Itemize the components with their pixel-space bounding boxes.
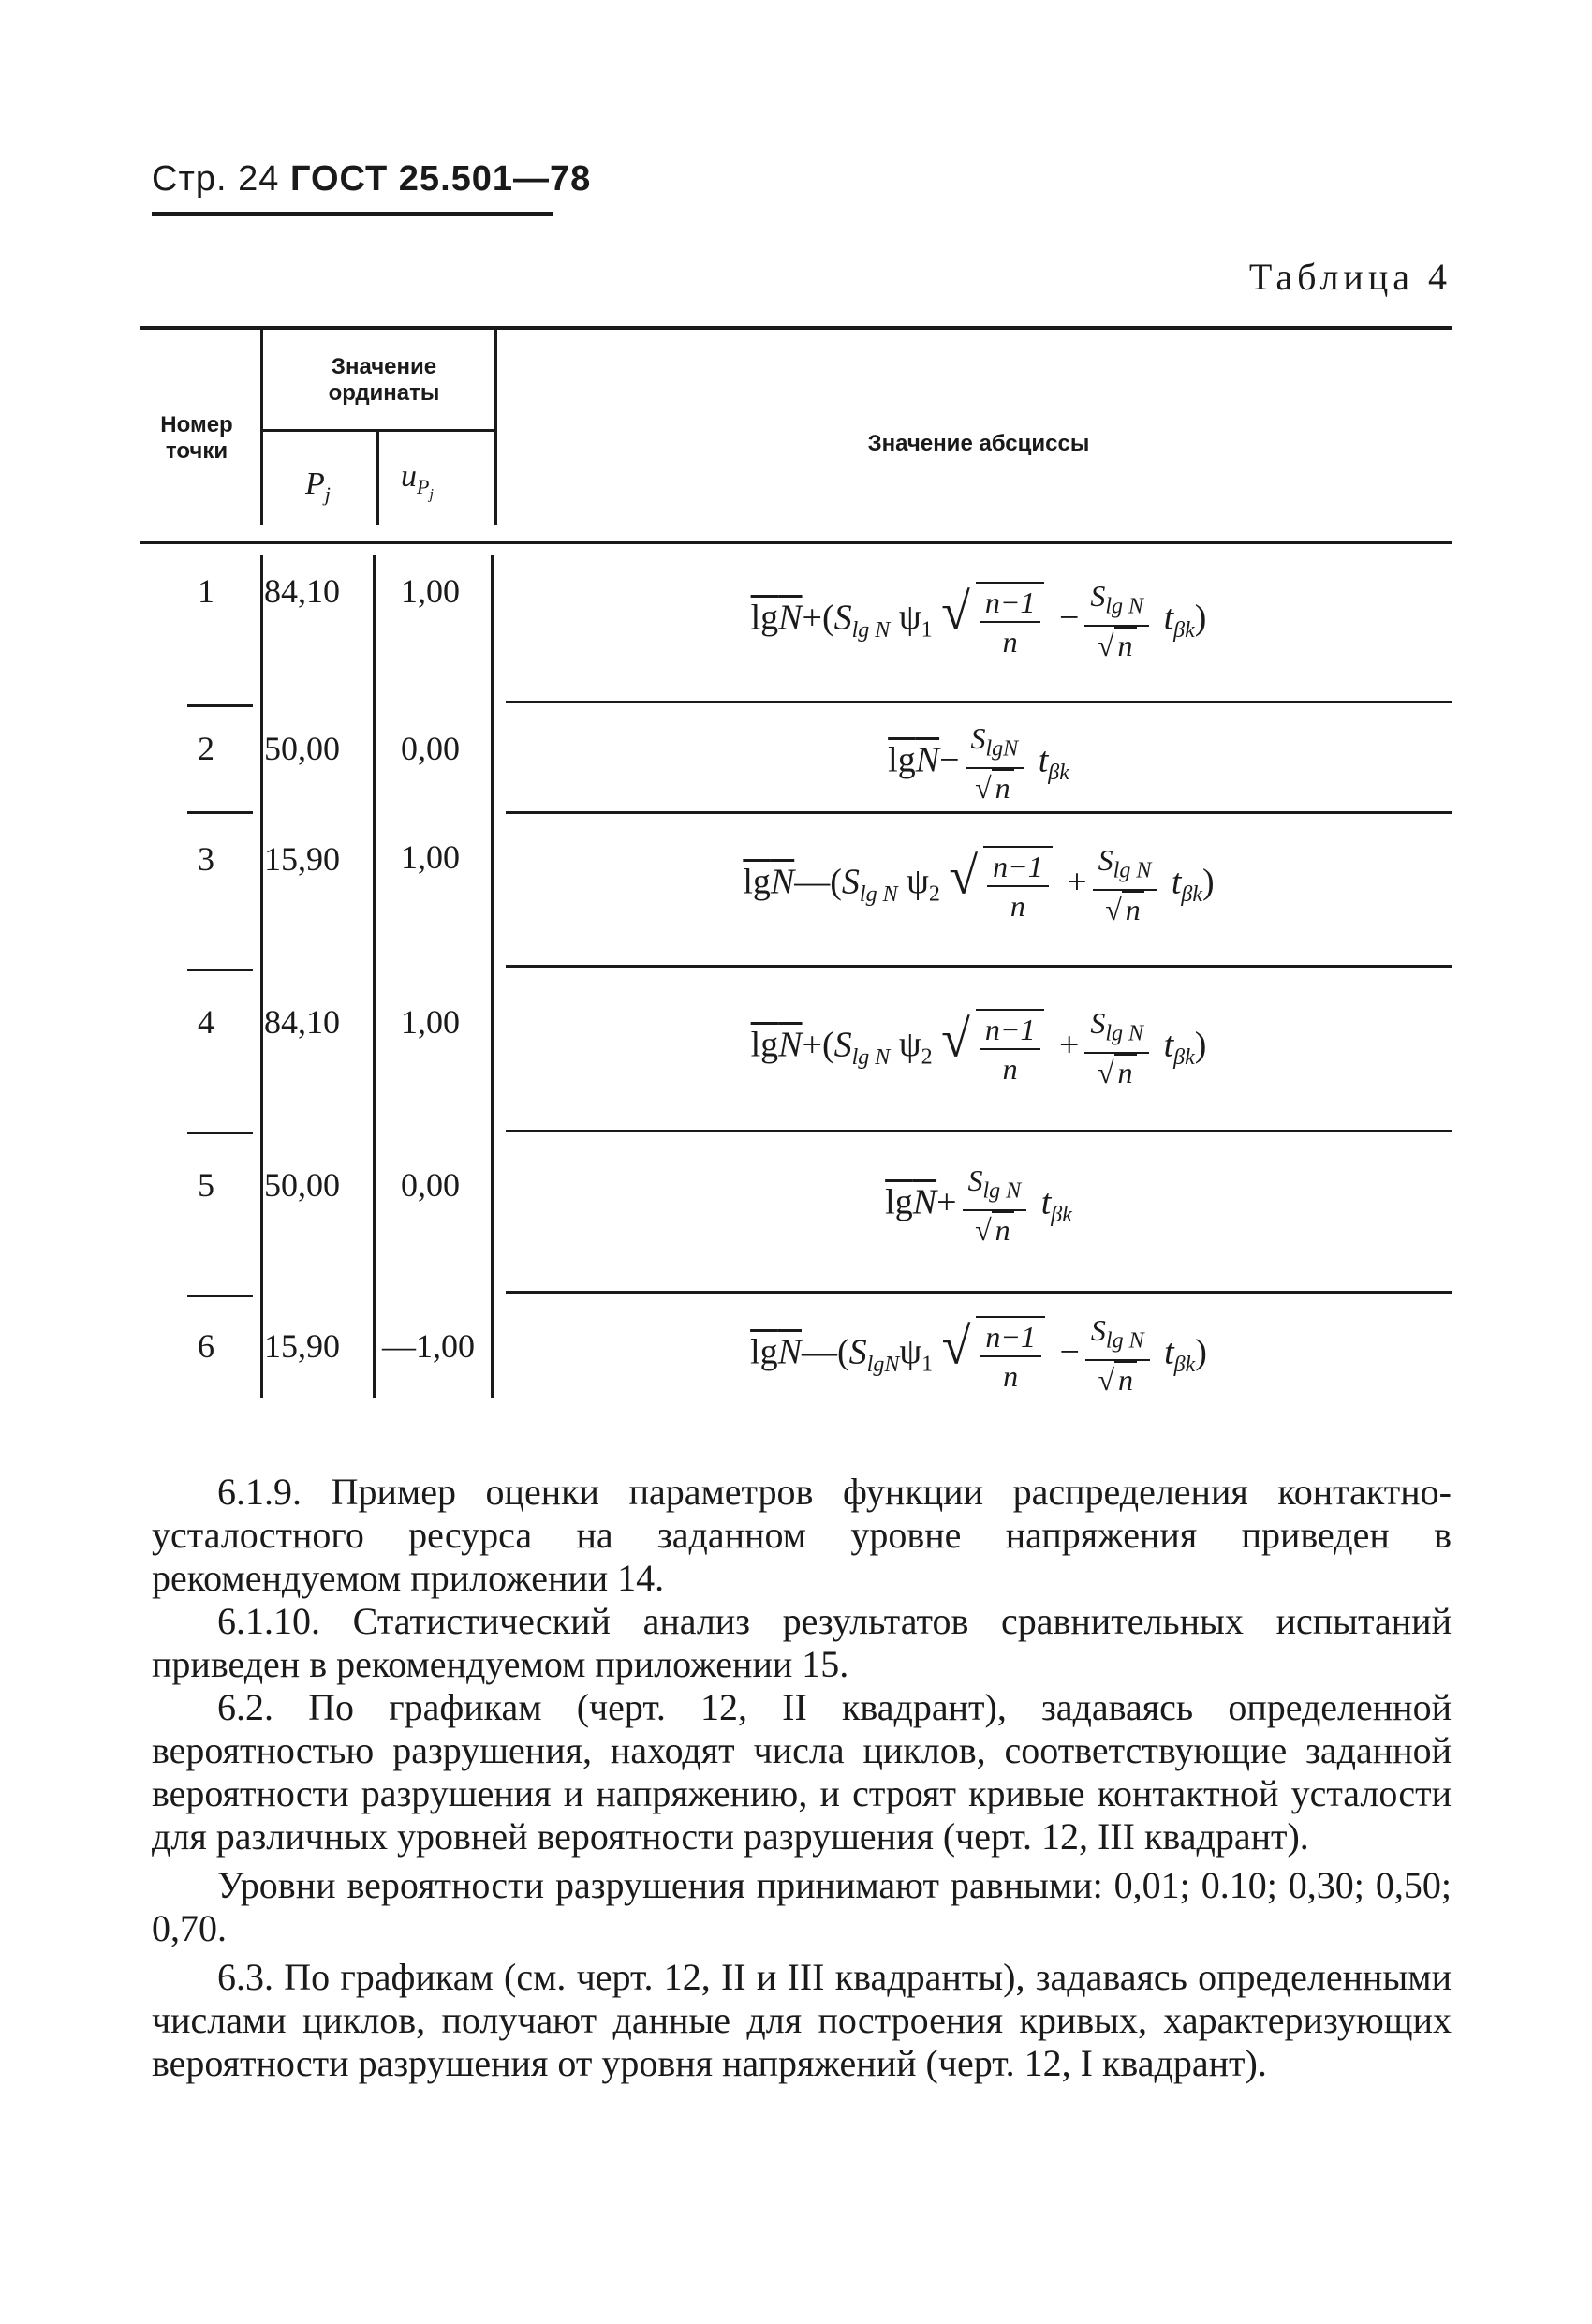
- col-divider-body-3: [491, 555, 494, 1398]
- page-header: [152, 159, 591, 200]
- row-5-formula: $\overline{lg}\overline{N}+$ $\frac{S_{lg N}}{√ n}$ $t_{\beta k}$: [885, 1163, 1072, 1248]
- standard-code: ГОСТ 25.501—78: [289, 159, 592, 199]
- row-3-p: 15,90: [264, 840, 340, 878]
- header-p-symbol: $P_j$: [305, 466, 331, 506]
- row-sep-3-number: [187, 969, 253, 971]
- row-4-p: 84,10: [264, 1003, 340, 1041]
- col-divider-1: [260, 326, 263, 525]
- col-divider-3: [494, 326, 497, 525]
- page-number: Стр. 24: [152, 159, 280, 199]
- row-6-u: —1,00: [382, 1327, 475, 1365]
- header-rule: [152, 212, 553, 216]
- row-3-formula: $\overline{lg}\overline{N}—(S_{lg N}$ $\psi_2$ √ $\frac{n-1}{n}$ + $\frac{S_{lg N}}{√ n}$ $t_{\beta k}$): [743, 843, 1215, 927]
- row-4-u: 1,00: [401, 1003, 460, 1041]
- row-2-u: 0,00: [401, 730, 460, 767]
- header-point-number: Номер точки: [160, 412, 233, 464]
- row-1-u: 1,00: [401, 572, 460, 610]
- paragraph-6-2: 6.2. По графикам (черт. 12, II квадрант), задаваясь определенной вероятностью разрушения, находят числа циклов, соответствующие заданной вероятности разрушения и напряжению, и строят кривые контактной усталости для различных уровней вероятности разрушения (черт. 12, III квадрант).: [152, 1686, 1452, 1858]
- data-table: [140, 326, 1452, 1403]
- row-2-p: 50,00: [264, 730, 340, 767]
- paragraph-6-1-10: 6.1.10. Статистический анализ результатов сравнительных испытаний приведен в рекомендуемом приложении 15.: [152, 1600, 1452, 1685]
- row-1-formula: $\overline{lg}\overline{N}+(S_{lg N}$ $\psi_1$ √ $\frac{n-1}{n}$ − $\frac{S_{lg N}}{√ n}$ $t_{\beta k}$): [750, 579, 1207, 663]
- header-abscissa: Значение абсциссы: [867, 431, 1090, 456]
- header-bottom-rule: [140, 541, 1452, 544]
- row-sep-2-number: [187, 811, 253, 814]
- row-5-number: 5: [198, 1166, 214, 1204]
- row-sep-5-number: [187, 1295, 253, 1297]
- col-divider-body-2: [373, 555, 376, 1398]
- body-text: [152, 1471, 1452, 2085]
- header-u-symbol: $u_{P_j}$: [401, 459, 434, 503]
- row-sep-4-number: [187, 1132, 253, 1134]
- col-divider-2: [376, 429, 379, 525]
- row-6-p: 15,90: [264, 1327, 340, 1365]
- table-top-rule: [140, 326, 1452, 330]
- row-sep-5-formula: [506, 1291, 1452, 1294]
- header-ordinate: Значение ординаты: [328, 354, 440, 406]
- row-2-formula: $\overline{lg}\overline{N}-$ $\frac{S_{lgN}}{√ n}$ $t_{\beta k}$: [888, 721, 1069, 806]
- row-sep-1-formula: [506, 701, 1452, 703]
- row-1-number: 1: [198, 572, 214, 610]
- row-3-number: 3: [198, 840, 214, 878]
- row-sep-3-formula: [506, 965, 1452, 968]
- row-6-formula: $\overline{lg}\overline{N}—(S_{lgN}\psi_1$ √ $\frac{n-1}{n}$ − $\frac{S_{lg N}}{√ n}$ $t_{\beta k}$): [750, 1313, 1207, 1398]
- row-2-number: 2: [198, 730, 214, 767]
- row-6-number: 6: [198, 1327, 214, 1365]
- table-caption: Таблица 4: [1248, 256, 1452, 298]
- row-4-number: 4: [198, 1003, 214, 1041]
- col-divider-body-1: [260, 555, 263, 1398]
- row-1-p: 84,10: [264, 572, 340, 610]
- row-5-p: 50,00: [264, 1166, 340, 1204]
- row-3-u: 1,00: [401, 838, 460, 876]
- paragraph-6-1-9: 6.1.9. Пример оценки параметров функции распределения контактно-усталостного ресурса на заданном уровне напряжения приведен в рекомендуемом приложении 14.: [152, 1471, 1452, 1599]
- paragraph-probability-levels: Уровни вероятности разрушения принимают равными: 0,01; 0.10; 0,30; 0,50; 0,70.: [152, 1864, 1452, 1949]
- row-sep-4-formula: [506, 1130, 1452, 1132]
- paragraph-6-3: 6.3. По графикам (см. черт. 12, II и III квадранты), задаваясь определенными числами циклов, получают данные для построения кривых, характеризующих вероятности разрушения от уровня напряжений (черт. 12, I квадрант).: [152, 1956, 1452, 2084]
- row-4-formula: $\overline{lg}\overline{N}+(S_{lg N}$ $\psi_2$ √ $\frac{n-1}{n}$ + $\frac{S_{lg N}}{√ n}$ $t_{\beta k}$): [750, 1006, 1207, 1090]
- row-sep-1-number: [187, 704, 253, 707]
- row-sep-2-formula: [506, 811, 1452, 814]
- row-5-u: 0,00: [401, 1166, 460, 1204]
